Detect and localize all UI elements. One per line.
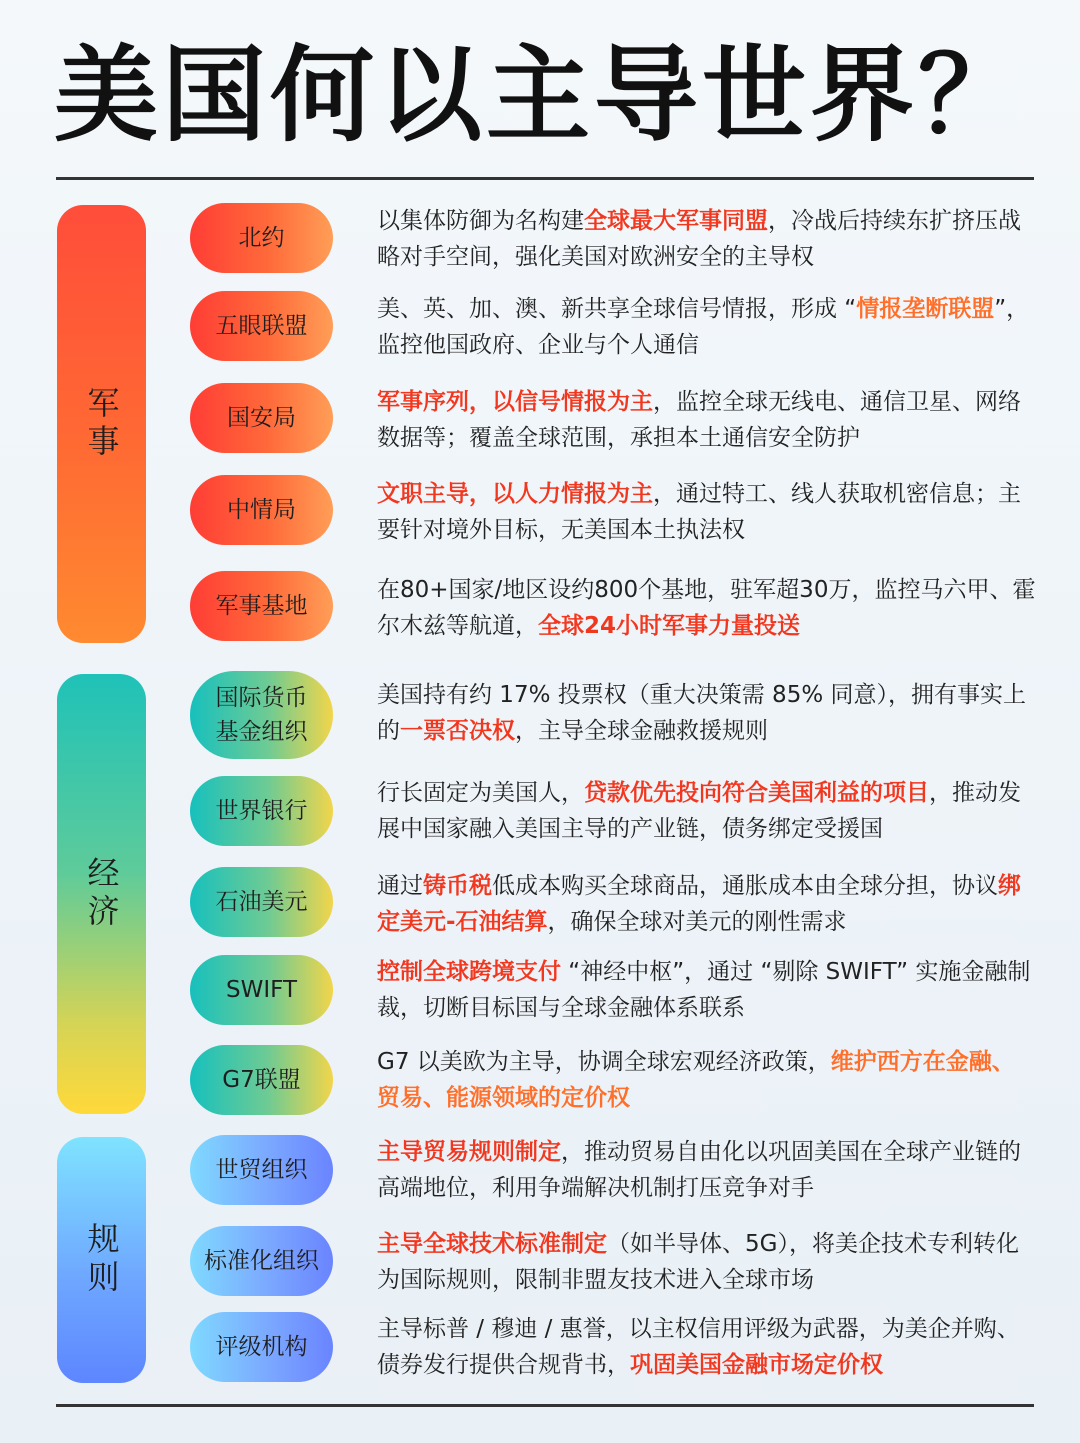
desc-military-bases: 在80+国家/地区设约800个基地，驻军超30万，监控马六甲、霍尔木兹等航道，全球24小时军事力量投送 bbox=[377, 577, 1036, 639]
item-cia: 中情局 bbox=[190, 475, 333, 545]
desc-cia: 文职主导，以人力情报为主，通过特工、线人获取机密信息；主要针对境外目标，无美国本土执法权 bbox=[377, 481, 1021, 543]
desc-world-bank: 行长固定为美国人，贷款优先投向符合美国利益的项目，推动发展中国家融入美国主导的产业链，债务绑定受援国 bbox=[377, 780, 1021, 842]
desc-wto: 主导贸易规则制定，推动贸易自由化以巩固美国在全球产业链的高端地位，利用争端解决机制打压竞争对手 bbox=[377, 1139, 1021, 1201]
desc-g7: G7 以美欧为主导，协调全球宏观经济政策，维护西方在金融、贸易、能源领域的定价权 bbox=[377, 1049, 1015, 1111]
item-rating-agencies: 评级机构 bbox=[190, 1312, 333, 1382]
desc-nato: 以集体防御为名构建全球最大军事同盟，冷战后持续东扩挤压战略对手空间，强化美国对欧洲安全的主导权 bbox=[377, 208, 1021, 270]
item-five-eyes: 五眼联盟 bbox=[190, 291, 333, 361]
item-imf: 国际货币基金组织 bbox=[190, 671, 333, 759]
desc-nsa: 军事序列，以信号情报为主，监控全球无线电、通信卫星、网络数据等；覆盖全球范围，承担本土通信安全防护 bbox=[377, 389, 1021, 451]
desc-imf: 美国持有约 17% 投票权（重大决策需 85% 同意），拥有事实上的一票否决权，主导全球金融救援规则 bbox=[377, 682, 1026, 744]
item-wto: 世贸组织 bbox=[190, 1135, 333, 1205]
category-economy bbox=[57, 674, 146, 1114]
desc-five-eyes: 美、英、加、澳、新共享全球信号情报，形成 “情报垄断联盟”，监控他国政府、企业与个人通信 bbox=[377, 296, 1030, 358]
desc-petrodollar: 通过铸币税低成本购买全球商品，通胀成本由全球分担，协议绑定美元-石油结算，确保全球对美元的刚性需求 bbox=[377, 873, 1021, 935]
desc-rating-agencies: 主导标普 / 穆迪 / 惠誉，以主权信用评级为武器，为美企并购、债券发行提供合规背书，巩固美国金融市场定价权 bbox=[377, 1316, 1020, 1378]
category-military bbox=[57, 205, 146, 643]
category-rules-label: 规则 bbox=[82, 1222, 121, 1298]
item-swift: SWIFT bbox=[190, 955, 333, 1025]
item-petrodollar: 石油美元 bbox=[190, 867, 333, 937]
item-nsa: 国安局 bbox=[190, 383, 333, 453]
item-g7: G7联盟 bbox=[190, 1045, 333, 1115]
desc-swift: 控制全球跨境支付 “神经中枢”，通过 “剔除 SWIFT” 实施金融制裁，切断目标国与全球金融体系联系 bbox=[377, 959, 1031, 1021]
item-military-bases: 军事基地 bbox=[190, 571, 333, 641]
bottom-divider bbox=[56, 1404, 1034, 1407]
desc-standards-org: 主导全球技术标准制定（如半导体、5G），将美企技术专利转化为国际规则，限制非盟友技术进入全球市场 bbox=[377, 1231, 1019, 1293]
item-nato: 北约 bbox=[190, 203, 333, 273]
category-military-label: 军事 bbox=[82, 386, 121, 462]
page-title: 美国何以主导世界？ bbox=[53, 34, 1026, 156]
category-rules bbox=[57, 1137, 146, 1383]
top-divider bbox=[56, 177, 1034, 180]
item-standards-org: 标准化组织 bbox=[190, 1226, 333, 1296]
item-world-bank: 世界银行 bbox=[190, 776, 333, 846]
category-economy-label: 经济 bbox=[82, 856, 121, 932]
